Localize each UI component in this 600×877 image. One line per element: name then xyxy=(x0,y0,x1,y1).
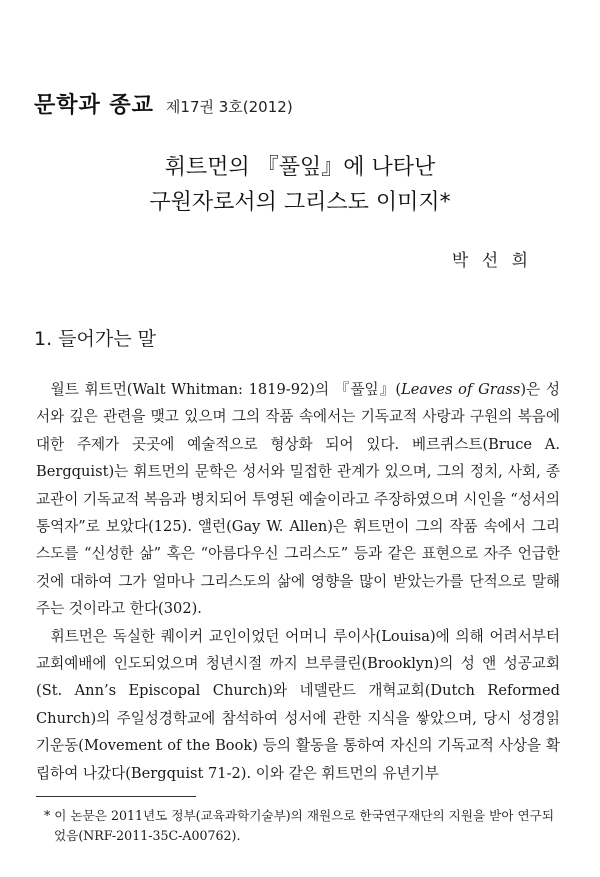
author-name: 박 선 희 xyxy=(451,251,532,271)
paragraph-1-start: 월트 휘트먼(Walt Whitman: 1819-92)의 『풀잎』( xyxy=(50,381,402,398)
article-title-line2: 구원자로서의 그리스도 이미지* xyxy=(149,190,451,215)
paragraph-1 xyxy=(36,376,560,623)
footnote-divider xyxy=(36,796,196,797)
italic-work-title: Leaves of Grass xyxy=(401,381,521,398)
journal-header xyxy=(34,88,293,119)
section-heading: 1. 들어가는 말 xyxy=(34,328,156,350)
paragraph-2: 휘트먼은 독실한 퀘이커 교인이었던 어머니 루이사(Louisa)에 의해 어려서부터 교회예배에 인도되었으며 청년시절 까지 브루클린(Brooklyn)의 성 앤 성공교회(St. Ann’s Episcopal Church)와 네델란드 개혁교회(Dutch Reformed Church)의 주일성경학교에 참석하여 성서에 관한 지식을 쌓았으며, 당시 성경읽기운동(Movement of the Book) 등의 활동을 통하여 자신의 기독교적 사상을 확립하여 나갔다(Bergquist 71-2). 이와 같은 휘트먼의 유년기부 xyxy=(36,627,560,782)
issue-info: 제17권 3호(2012) xyxy=(165,98,293,116)
journal-name: 문학과 종교 xyxy=(34,93,154,118)
article-title-line1: 휘트먼의 『풀잎』에 나타난 xyxy=(164,155,436,180)
body-text xyxy=(36,376,560,787)
paragraph-1-rest: )은 성서와 깊은 관련을 맺고 있으며 그의 작품 속에서는 기독교적 사랑과 구원의 복음에 대한 주제가 곳곳에 예술적으로 형상화 되어 있다. 베르퀴스트(Bruce A. Bergquist)는 휘트먼의 문학은 성서와 밀접한 관계가 있으며, 그의 정치, 사회, 종교관이 기독교적 복음과 병치되어 투영된 예술이라고 주장하였으며 시인을 “성서의 통역자”로 보았다(125). 앨런(Gay W. Allen)은 휘트먼이 그의 작품 속에서 그리스도를 “신성한 삶” 혹은 “아름다우신 그리스도” 등과 같은 표현으로 자주 언급한 것에 대하여 그가 얼마나 그리스도의 삶에 영향을 많이 받았는가를 단적으로 말해 주는 것이라고 한다(302). xyxy=(36,381,561,618)
footnote: * 이 논문은 2011년도 정부(교육과학기술부)의 재원으로 한국연구재단의 지원을 받아 연구되었음(NRF-2011-35C-A00762). xyxy=(44,808,554,843)
